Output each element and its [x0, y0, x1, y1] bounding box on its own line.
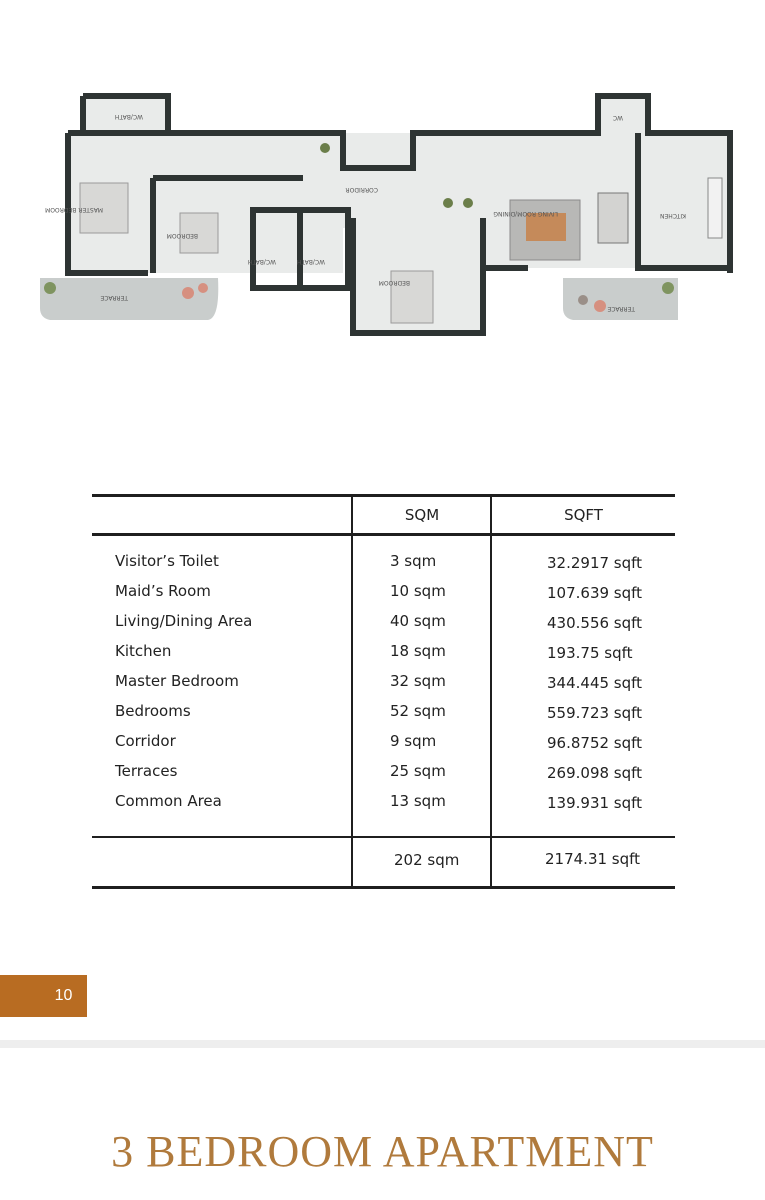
row-sqft: 193.75 sqft	[547, 644, 633, 662]
room-label: LIVING ROOM/DINING	[493, 210, 558, 217]
table-top-rule	[92, 494, 675, 497]
row-sqft: 32.2917 sqft	[547, 554, 643, 572]
page-bottom	[0, 1048, 765, 1200]
row-sqft: 269.098 sqft	[547, 764, 643, 782]
row-sqft: 139.931 sqft	[547, 794, 643, 812]
room-label: WC	[612, 114, 623, 121]
row-sqm: 32 sqm	[390, 672, 446, 690]
page-number-tab	[0, 975, 87, 1017]
total-rule	[92, 836, 675, 838]
header-rule	[92, 533, 675, 536]
row-label: Terraces	[115, 762, 178, 780]
total-sqm: 202 sqm	[394, 851, 460, 869]
room-label: TERRACE	[100, 294, 128, 301]
room-label: WC/BATH	[296, 258, 325, 265]
row-sqft: 107.639 sqft	[547, 584, 643, 602]
area-table	[92, 494, 675, 890]
total-sqft: 2174.31 sqft	[545, 850, 641, 868]
room-label: MASTER BEDROOM	[45, 206, 103, 213]
room-label: TERRACE	[607, 305, 635, 312]
row-label: Visitor’s Toilet	[115, 552, 219, 570]
row-label: Common Area	[115, 792, 222, 810]
header-sqm: SQM	[404, 506, 440, 524]
row-sqft: 96.8752 sqft	[547, 734, 643, 752]
room-label: KITCHEN	[660, 212, 686, 219]
row-label: Bedrooms	[115, 702, 191, 720]
row-sqm: 40 sqm	[390, 612, 446, 630]
row-label: Corridor	[115, 732, 176, 750]
room-label: CORRIDOR	[345, 186, 378, 193]
row-label: Maid’s Room	[115, 582, 211, 600]
page-divider	[0, 1040, 765, 1048]
apartment-title: 3 BEDROOM APARTMENT	[111, 1127, 654, 1176]
row-label: Master Bedroom	[115, 672, 239, 690]
row-sqm: 18 sqm	[390, 642, 446, 660]
row-sqm: 10 sqm	[390, 582, 446, 600]
room-label: BEDROOM	[166, 232, 198, 239]
header-sqft: SQFT	[564, 506, 603, 524]
room-label: BEDROOM	[378, 279, 410, 286]
room-label: WC/BATH	[247, 258, 276, 265]
table-bottom-rule	[92, 886, 675, 889]
row-sqm: 25 sqm	[390, 762, 446, 780]
row-label: Living/Dining Area	[115, 612, 253, 630]
page-number: 10	[54, 987, 73, 1004]
row-sqm: 3 sqm	[390, 552, 437, 570]
row-sqft: 559.723 sqft	[547, 704, 643, 722]
row-sqft: 430.556 sqft	[547, 614, 643, 632]
row-sqm: 52 sqm	[390, 702, 446, 720]
row-sqft: 344.445 sqft	[547, 674, 643, 692]
floor-plan	[38, 88, 738, 343]
row-label: Kitchen	[115, 642, 172, 660]
row-sqm: 9 sqm	[390, 732, 437, 750]
room-label: WC/BATH	[114, 113, 143, 120]
row-sqm: 13 sqm	[390, 792, 446, 810]
